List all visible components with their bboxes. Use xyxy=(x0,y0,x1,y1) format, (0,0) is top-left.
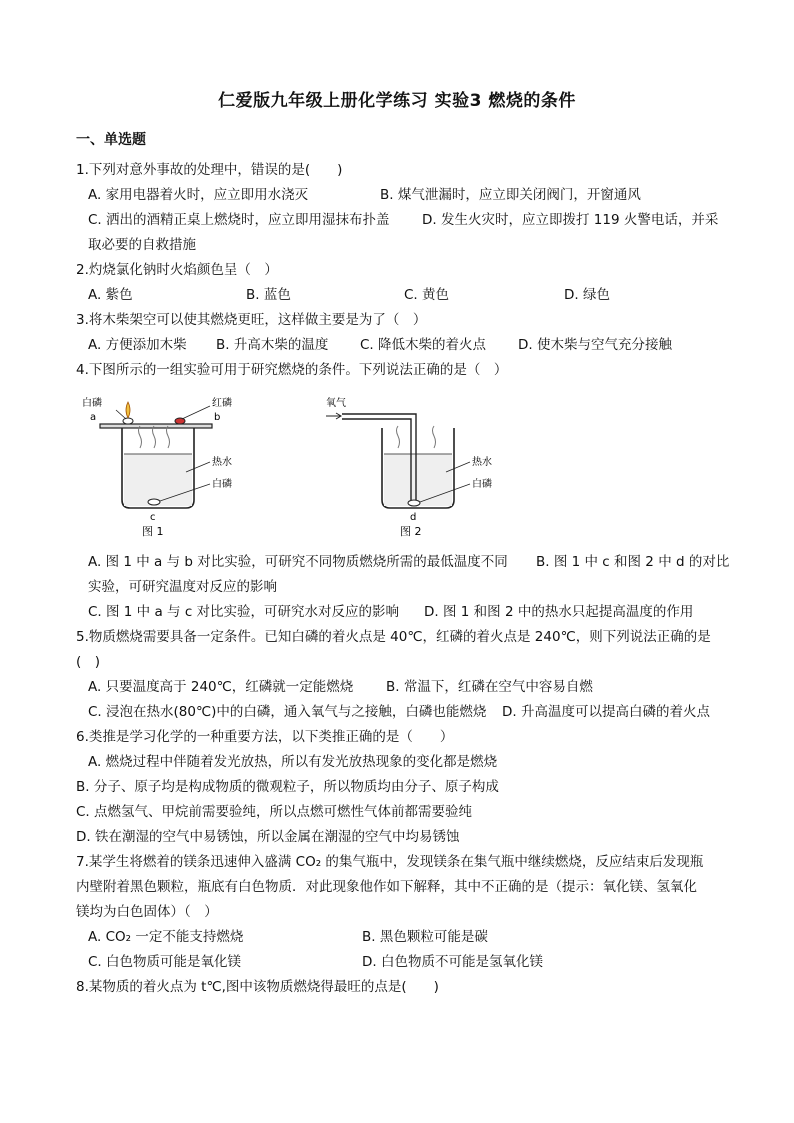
question-6-option-d: D. 铁在潮湿的空气中易锈蚀，所以金属在潮湿的空气中均易锈蚀 xyxy=(76,829,460,845)
label-white-phosphorus-water: 白磷 xyxy=(212,479,232,490)
steam-wave xyxy=(153,426,156,448)
question-7-stem-cont-2: 镁均为白色固体）（ ） xyxy=(76,904,218,920)
question-3-option-a: A. 方便添加木柴 xyxy=(88,337,187,353)
page-title: 仁爱版九年级上册化学练习 实验3 燃烧的条件 xyxy=(218,91,576,111)
question-1-stem: 1.下列对意外事故的处理中，错误的是( ) xyxy=(76,162,343,178)
question-1-option-b: B. 煤气泄漏时，应立即关闭阀门，开窗通风 xyxy=(380,187,641,203)
steam-wave xyxy=(433,426,436,448)
label-d: d xyxy=(410,512,417,523)
label-hot-water-2: 热水 xyxy=(472,457,492,468)
steam-wave xyxy=(139,426,142,448)
leader-line xyxy=(116,410,126,419)
question-1-option-a: A. 家用电器着火时，应立即用水浇灭 xyxy=(88,187,309,203)
question-2-option-c: C. 黄色 xyxy=(404,287,450,303)
question-7-option-d: D. 白色物质不可能是氢氧化镁 xyxy=(362,954,543,970)
label-hot-water: 热水 xyxy=(212,457,232,468)
question-4-option-c: C. 图 1 中 a 与 c 对比实验，可研究水对反应的影响 xyxy=(88,604,400,620)
question-3-stem: 3.将木柴架空可以使其燃烧更旺，这样做主要是为了（ ） xyxy=(76,312,427,328)
question-5-stem-cont: ( ) xyxy=(76,654,101,670)
question-2-option-b: B. 蓝色 xyxy=(246,287,291,303)
white-phosphorus-d xyxy=(408,500,420,506)
hot-water-2 xyxy=(384,454,452,506)
question-6-option-a: A. 燃烧过程中伴随着发光放热，所以有发光放热现象的变化都是燃烧 xyxy=(88,754,498,770)
steam-wave xyxy=(167,426,170,448)
question-5-option-c: C. 浸泡在热水(80℃)中的白磷，通入氧气与之接触，白磷也能燃烧 xyxy=(88,704,487,720)
label-red-phosphorus: 红磷 xyxy=(212,398,232,409)
question-2-option-d: D. 绿色 xyxy=(564,287,610,303)
figure-2 xyxy=(326,396,492,538)
label-c: c xyxy=(150,512,156,523)
question-4-option-b: B. 图 1 中 c 和图 2 中 d 的对比 xyxy=(536,554,730,570)
question-6-option-b: B. 分子、原子均是构成物质的微观粒子，所以物质均由分子、原子构成 xyxy=(76,779,499,795)
copper-sheet xyxy=(100,424,212,428)
steam-wave xyxy=(397,426,400,448)
figure-1 xyxy=(82,396,232,538)
question-4-option-d: D. 图 1 和图 2 中的热水只起提高温度的作用 xyxy=(424,604,694,620)
question-5-option-b: B. 常温下，红磷在空气中容易自燃 xyxy=(386,679,593,695)
question-5-option-d: D. 升高温度可以提高白磷的着火点 xyxy=(502,704,710,720)
question-1-option-d: D. 发生火灾时，应立即拨打 119 火警电话，并采 xyxy=(422,212,719,228)
section-heading: 一、单选题 xyxy=(76,132,146,148)
white-phosphorus-a xyxy=(123,418,133,424)
question-4-option-b-cont: 实验，可研究温度对反应的影响 xyxy=(88,579,277,595)
question-4-option-a: A. 图 1 中 a 与 b 对比实验，可研究不同物质燃烧所需的最低温度不同 xyxy=(88,554,508,570)
question-7-stem-cont-1: 内壁附着黑色颗粒，瓶底有白色物质．对此现象他作如下解释，其中不正确的是（提示：氧化镁、氢氧化 xyxy=(76,879,697,895)
flame-icon xyxy=(126,402,130,418)
hot-water-1 xyxy=(124,454,192,506)
question-4-stem: 4.下图所示的一组实验可用于研究燃烧的条件。下列说法正确的是（ ） xyxy=(76,362,508,378)
question-5-stem: 5.物质燃烧需要具备一定条件。已知白磷的着火点是 40℃，红磷的着火点是 240℃，则下列说法正确的是 xyxy=(76,629,711,645)
label-oxygen: 氧气 xyxy=(326,398,346,409)
white-phosphorus-c xyxy=(148,499,160,505)
label-white-phosphorus-2: 白磷 xyxy=(472,479,492,490)
label-white-phosphorus: 白磷 xyxy=(82,398,102,409)
label-a: a xyxy=(90,412,97,423)
question-2-option-a: A. 紫色 xyxy=(88,287,133,303)
leader-line xyxy=(182,406,210,419)
question-7-option-c: C. 白色物质可能是氧化镁 xyxy=(88,954,242,970)
question-5-option-a: A. 只要温度高于 240℃，红磷就一定能燃烧 xyxy=(88,679,354,695)
question-3-option-b: B. 升高木柴的温度 xyxy=(216,337,329,353)
question-6-stem: 6.类推是学习化学的一种重要方法，以下类推正确的是（ ） xyxy=(76,729,454,745)
question-7-option-b: B. 黑色颗粒可能是碳 xyxy=(362,929,488,945)
question-1-option-d-cont: 取必要的自救措施 xyxy=(88,237,196,253)
question-3-option-d: D. 使木柴与空气充分接触 xyxy=(518,337,672,353)
figure-1-caption: 图 1 xyxy=(142,525,164,538)
question-2-stem: 2.灼烧氯化钠时火焰颜色呈（ ） xyxy=(76,262,278,278)
question-3-option-c: C. 降低木柴的着火点 xyxy=(360,337,487,353)
question-6-option-c: C. 点燃氢气、甲烷前需要验纯，所以点燃可燃性气体前都需要验纯 xyxy=(76,804,473,820)
figure-2-caption: 图 2 xyxy=(400,525,422,538)
question-7-option-a: A. CO₂ 一定不能支持燃烧 xyxy=(88,929,244,945)
question-8-stem: 8.某物质的着火点为 t℃,图中该物质燃烧得最旺的点是( ) xyxy=(76,979,439,995)
question-1-option-c: C. 洒出的酒精正桌上燃烧时，应立即用湿抹布扑盖 xyxy=(88,212,390,228)
label-b: b xyxy=(214,412,221,423)
experiment-figures xyxy=(80,392,500,542)
red-phosphorus-b xyxy=(175,418,185,424)
question-7-stem: 7.某学生将燃着的镁条迅速伸入盛满 CO₂ 的集气瓶中，发现镁条在集气瓶中继续燃烧，反应结束后发现瓶 xyxy=(76,854,704,870)
